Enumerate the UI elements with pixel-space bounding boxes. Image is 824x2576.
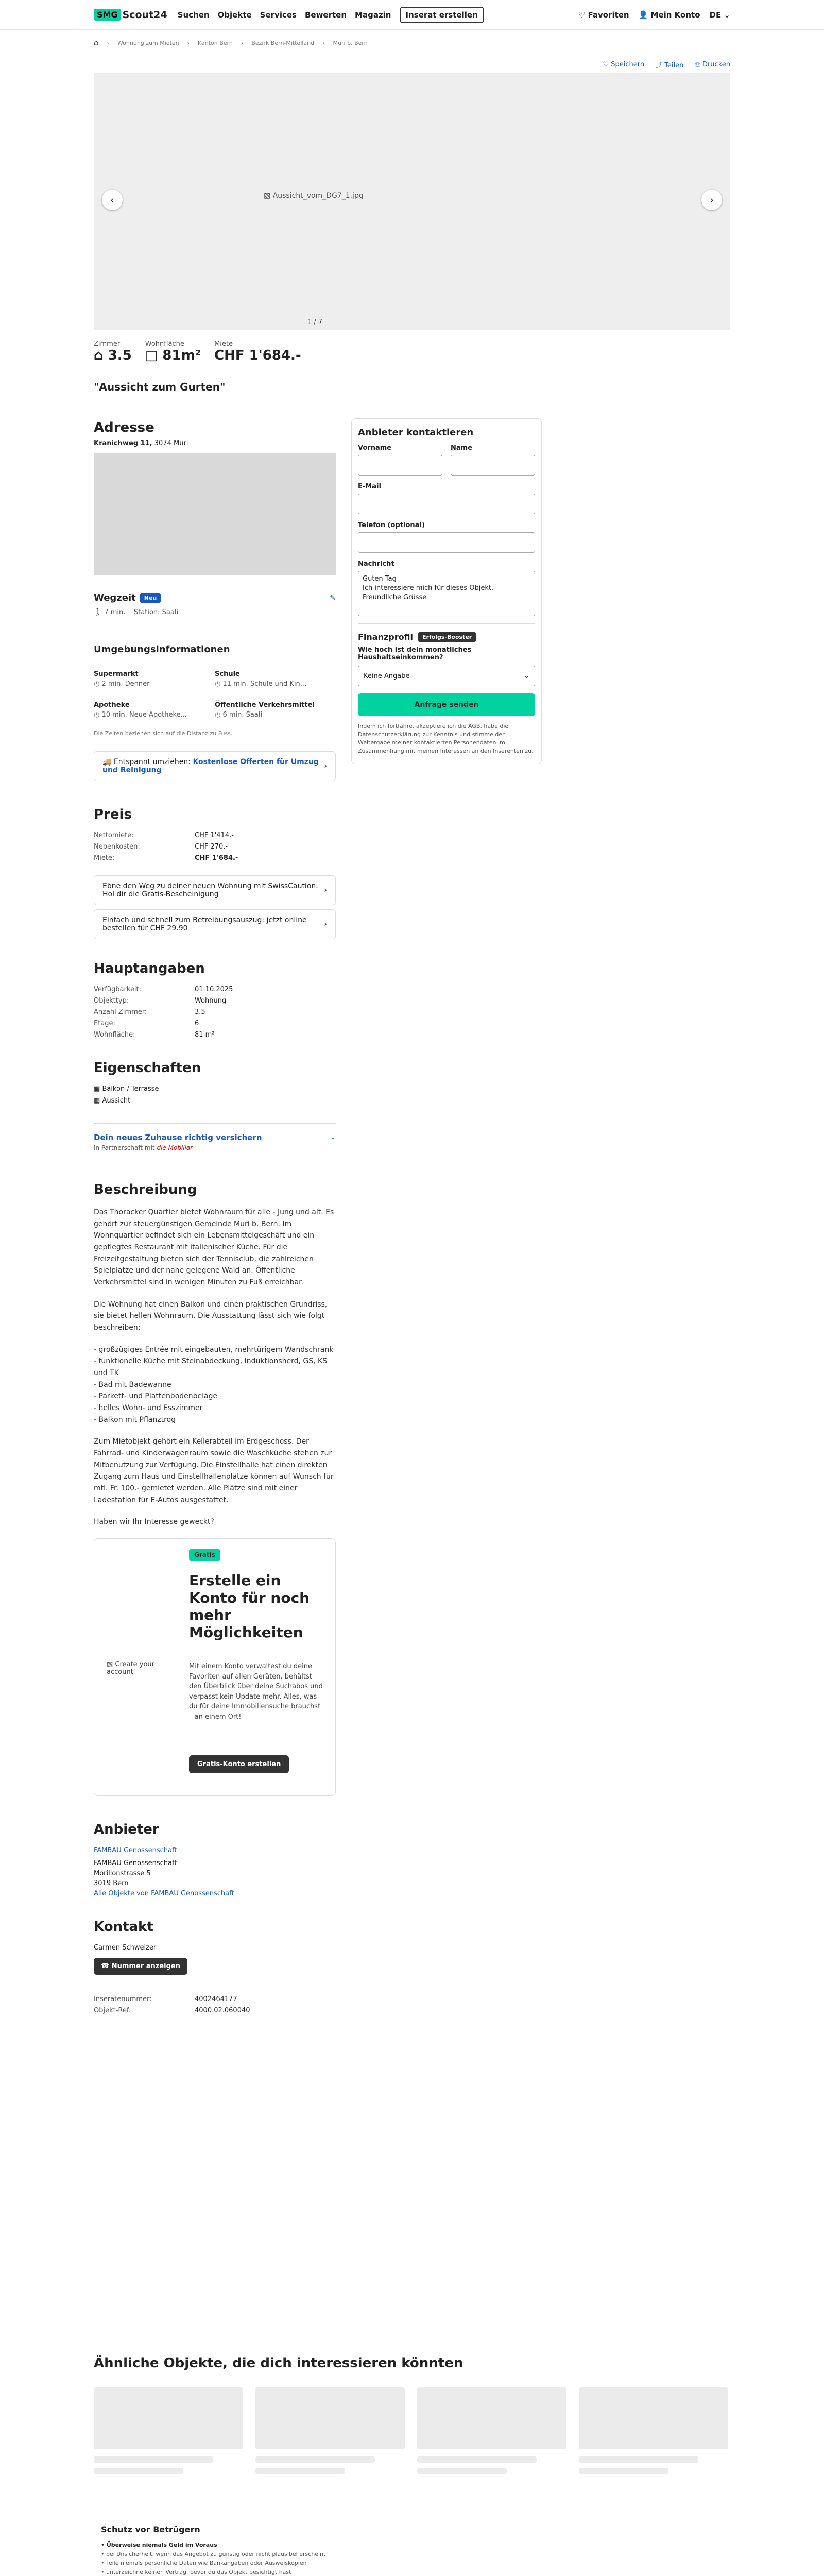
user-icon: 👤	[638, 10, 648, 20]
address-heading: Adresse	[94, 420, 154, 435]
key-facts: Zimmer ⌂ 3.5 Wohnfläche □ 81m² Miete CHF 1'684.-	[94, 340, 301, 363]
provider-logo[interactable]: FAMBAU Genossenschaft	[94, 1846, 177, 1855]
moving-offer-card[interactable]: 🚚 Entspannt umziehen: Kostenlose Offerten für Umzug und Reinigung ›	[94, 751, 336, 781]
send-request-button[interactable]: Anfrage senden	[358, 693, 535, 716]
gallery-next-button[interactable]	[701, 190, 722, 210]
clock-icon: ◷	[94, 711, 100, 719]
chevron-left-icon: ‹	[110, 194, 114, 206]
gallery-image: ▧ Aussicht_vom_DG7_1.jpg	[264, 192, 364, 200]
breadcrumb-item[interactable]: Bezirk Bern-Mittelland	[251, 39, 315, 46]
truck-icon: 🚚	[102, 758, 112, 766]
free-badge: Gratis	[189, 1549, 220, 1561]
listing-actions	[94, 56, 730, 73]
area-icon: □	[145, 348, 158, 363]
nav-evaluate[interactable]: Bewerten	[304, 10, 347, 20]
similar-card-skeleton	[94, 2387, 243, 2449]
promo-account-card: Gratis Erstelle ein Konto für noch mehr Möglichkeiten ▧ Create your account Mit einem Konto verwaltest du deine Favoriten auf allen Geräten, behältst den Überblick über deine Suchabos und verpasst kein Update mehr. Alles, was du für deine Immobiliensuche brauchst – an einem Ort! Gratis-Konto erstellen	[94, 1538, 336, 1796]
contact-form: Anbieter kontaktieren Vorname Name E-Mail Telefon (optional) Nachricht Guten Tag Ich interessiere mich für dieses Objekt. Freundliche Grüsse Finanzprofil Erfolgs-Booster Wie hoch ist dein monatliches Haushaltseinkommen? Keine Angabe ⌄ Anfrage senden Indem ich fortfahre, akzeptiere ich die AGB, habe die Datenschutzerklärung zur Kenntnis und stimme der Weitergabe meiner kontaktierten Personendaten im Zusammenhang mit meinen Interessen an den Inserenten zu.	[351, 418, 542, 764]
breadcrumb-item[interactable]: Muri b. Bern	[333, 39, 368, 46]
share-button[interactable]: ⤴ Teilen	[656, 61, 684, 70]
chevron-right-icon: ›	[710, 194, 714, 206]
similar-card-skeleton	[417, 2387, 566, 2449]
favorites-link[interactable]: ♡ Favoriten	[578, 10, 629, 20]
nav-search[interactable]: Suchen	[177, 10, 210, 20]
gallery-prev-button[interactable]	[102, 190, 123, 210]
image-gallery[interactable]	[94, 73, 730, 330]
gallery-counter: 1 / 7	[307, 318, 323, 326]
equipment-list: - großzügiges Entrée mit eingebauten, mehrtürigem Wandschrank - funktionelle Küche mit Steinabdeckung, Induktionsherd, GS, KS und TK - Bad mit Badewanne - Parkett- und Plattenbodenbeläge - helles Wohn- und Esszimmer - Balkon mit Pflanztrog	[94, 1345, 334, 1424]
new-badge: Neu	[140, 593, 161, 603]
create-listing-button[interactable]: Inserat erstellen	[400, 7, 484, 23]
save-button[interactable]: ♡ Speichern	[603, 60, 645, 69]
breadcrumb-item[interactable]: Wohnung zum Mieten	[117, 39, 179, 46]
edit-icon[interactable]: ✎	[330, 594, 336, 602]
map[interactable]	[94, 453, 336, 575]
nav-objects[interactable]: Objekte	[217, 10, 252, 20]
last-name-input[interactable]	[451, 455, 535, 476]
top-header	[0, 0, 824, 30]
create-account-button[interactable]: Gratis-Konto erstellen	[189, 1755, 289, 1773]
language-switch[interactable]: DE ⌄	[709, 10, 730, 20]
main-nav	[178, 7, 484, 23]
logo[interactable]: SMG Scout24	[94, 9, 167, 21]
first-name-input[interactable]	[358, 455, 442, 476]
email-input[interactable]	[358, 494, 535, 514]
show-number-button[interactable]: ☎ Nummer anzeigen	[94, 1958, 187, 1975]
insurance-accordion[interactable]: Dein neues Zuhause richtig versichern In Partnerschaft mit die Mobiliar ⌄	[94, 1123, 336, 1161]
phone-icon: ☎	[101, 1962, 110, 1971]
home-icon[interactable]: ⌂	[94, 38, 99, 47]
chevron-right-icon: ›	[324, 762, 327, 770]
account-link[interactable]: 👤 Mein Konto	[638, 10, 700, 20]
breadcrumb-item[interactable]: Kanton Bern	[198, 39, 233, 46]
description-text: Das Thoracker Quartier bietet Wohnraum für alle - Jung und alt. Es gehört zur steuergünstigen Gemeinde Muri b. Bern. Im Wohnquartier befindet sich ein Lebensmittelgeschäft und ein gepflegtes Restaurant mit italienischer Küche. Für die Freizeitgestaltung bieten sich der Tennisclub, die zahlreichen Spielplätze und der nahe gelegene Wald an. Öffentliche Verkehrsmittel sind in wenigen Minuten zu Fuß erreichbar.	[94, 1208, 334, 1287]
balcony-icon: ▦	[94, 1085, 100, 1093]
nav-magazine[interactable]: Magazin	[355, 10, 391, 20]
provider-all-objects-link[interactable]: Alle Objekte von FAMBAU Genossenschaft	[94, 1889, 234, 1897]
clock-icon: ◷	[94, 680, 100, 688]
heart-icon: ♡	[578, 10, 586, 20]
income-select[interactable]: Keine Angabe ⌄	[358, 666, 535, 686]
chevron-right-icon: ›	[324, 886, 327, 894]
message-textarea[interactable]: Guten Tag Ich interessiere mich für dieses Objekt. Freundliche Grüsse	[358, 571, 535, 616]
print-button[interactable]: ⎙ Drucken	[695, 60, 730, 69]
chevron-down-icon: ⌄	[524, 672, 529, 680]
nav-services[interactable]: Services	[260, 10, 297, 20]
surroundings-grid: Supermarkt ◷ 2 min. Denner Schule ◷ 11 min. Schule und Kin... Apotheke ◷ 10 min. Neue Apotheke... Öffentliche Verkehrsmittel ◷ 6 min. Saali	[94, 670, 315, 719]
similar-section: Ähnliche Objekte, die dich interessieren könnten	[94, 2355, 730, 2474]
chevron-down-icon: ⌄	[330, 1133, 336, 1141]
listing-title: "Aussicht zum Gurten"	[94, 381, 226, 393]
breadcrumb: ⌂ › Wohnung zum Mieten › Kanton Bern › Bezirk Bern-Mittelland › Muri b. Bern	[94, 38, 368, 47]
clock-icon: ◷	[215, 711, 221, 719]
booster-badge: Erfolgs-Booster	[418, 632, 476, 642]
walk-icon: 🚶	[94, 608, 102, 616]
chevron-right-icon: ›	[324, 920, 327, 928]
view-icon: ▦	[94, 1097, 100, 1105]
swisscaution-offer-card[interactable]: Ebne den Weg zu deiner neuen Wohnung mit SwissCaution. Hol dir die Gratis-Bescheinigung ›	[94, 875, 336, 905]
similar-card-skeleton	[579, 2387, 728, 2449]
clock-icon: ◷	[215, 680, 221, 688]
mobiliar-logo: die Mobiliar	[157, 1144, 193, 1151]
fraud-section: Schutz vor Betrügern • Überweise niemals Geld im Voraus • bei Unsicherheit, wenn das Angebot zu günstig oder nicht plausibel erscheint • Teile niemals persönliche Daten wie Bankangaben oder Ausweiskopien • unterzeichne keinen Vertrag, bevor du das Objekt besichtigt hast	[101, 2524, 326, 2575]
similar-card-skeleton	[255, 2387, 405, 2449]
debt-extract-offer-card[interactable]: Einfach und schnell zum Betreibungsauszug: jetzt online bestellen für CHF 29.90 ›	[94, 909, 336, 939]
promo-image: ▧ Create your account	[107, 1660, 154, 1676]
rooms-icon: ⌂	[94, 348, 104, 363]
phone-input[interactable]	[358, 532, 535, 553]
